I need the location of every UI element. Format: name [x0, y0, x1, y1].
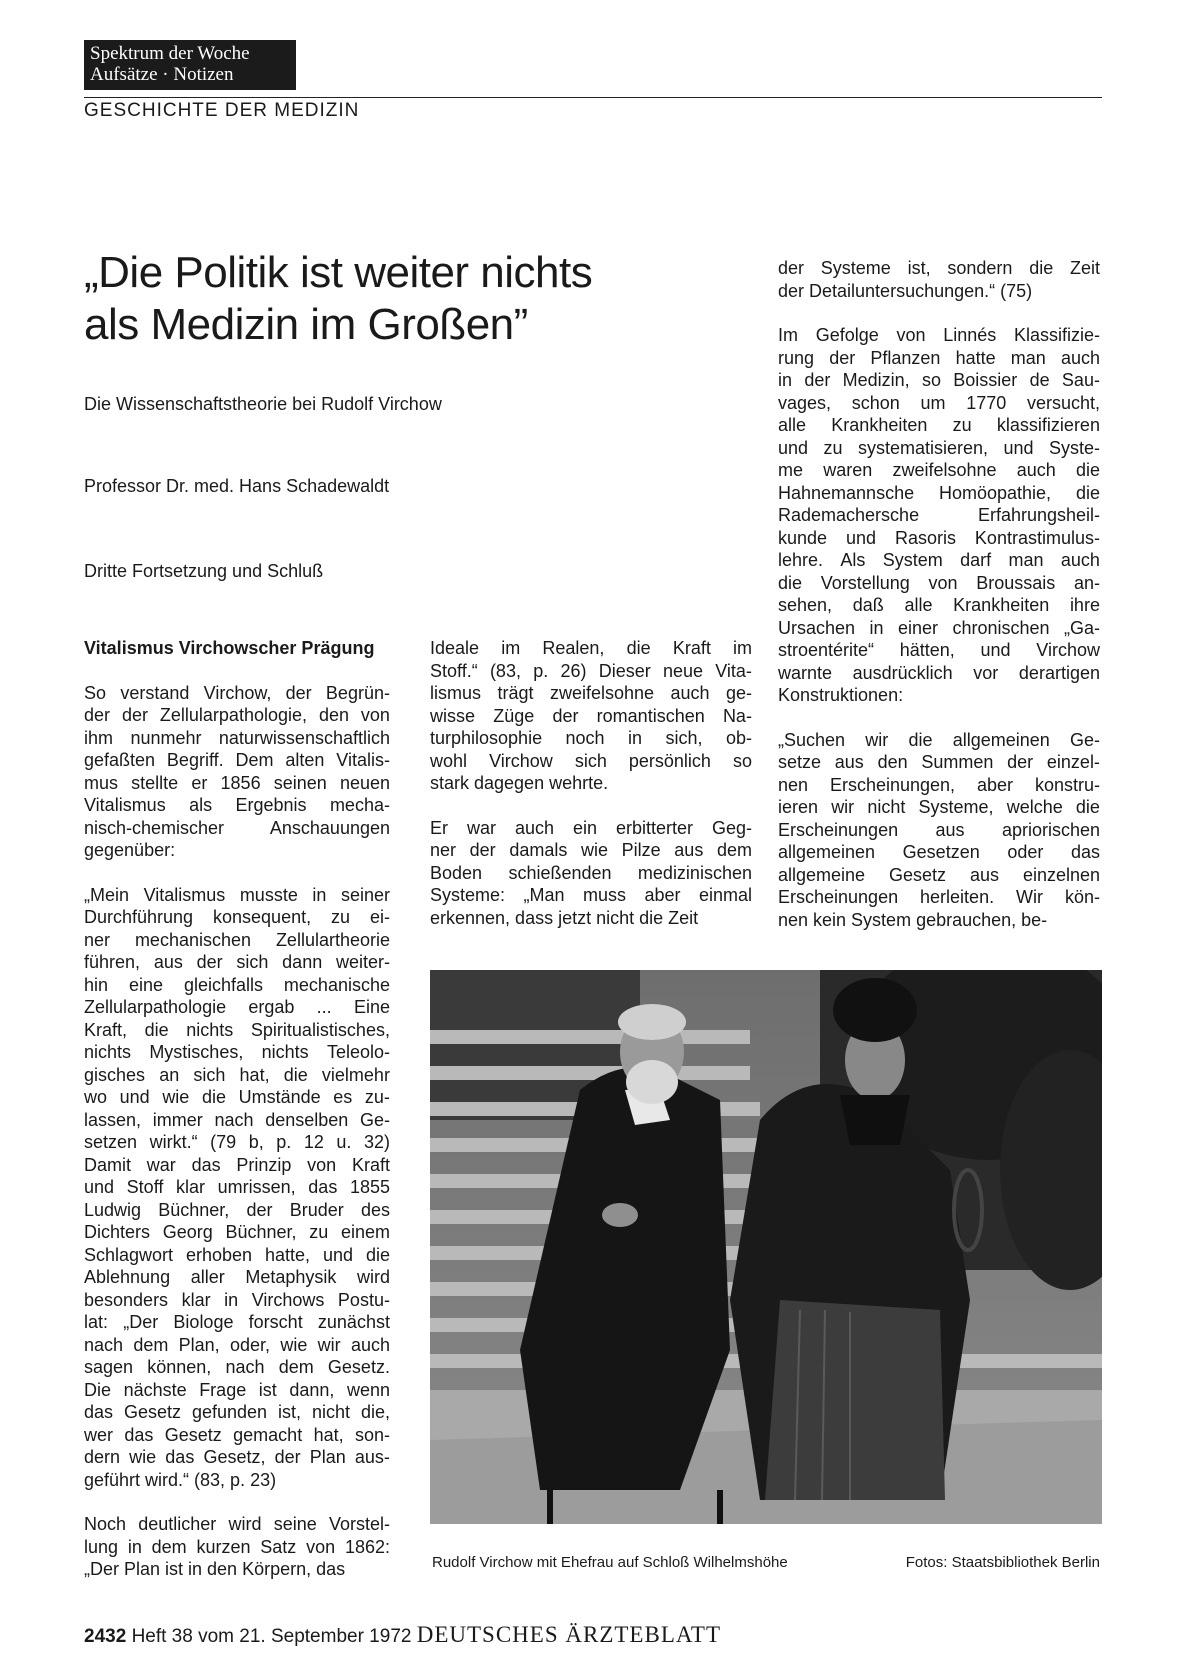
- text-line: in der Medizin, so Boissier de Sau-: [778, 370, 1100, 390]
- text-line: setze aus den Summen der einzel-: [778, 752, 1100, 772]
- text-line: Er war auch ein erbitterter Geg-: [430, 817, 752, 838]
- photo-image: [430, 970, 1102, 1524]
- paragraph: [84, 1513, 390, 1581]
- photo-credit: Fotos: Staatsbibliothek Berlin: [905, 1554, 1100, 1571]
- text-line: Die nächste Frage ist dann, wenn: [84, 1379, 390, 1400]
- portrait-photo: [430, 970, 1102, 1524]
- text-line: das Gesetz gefunden ist, nicht die,: [84, 1402, 390, 1422]
- text-line: nichts Mystisches, nichts Teleolo-: [84, 1042, 390, 1062]
- text-line: hin eine gleichfalls mechanische: [84, 974, 390, 995]
- text-line: gegenüber:: [84, 840, 176, 860]
- text-line: lismus trägt zweifelsohne auch ge-: [430, 683, 752, 703]
- text-line: Konstruktionen:: [778, 685, 904, 705]
- text-line: „Mein Vitalismus musste in seiner: [84, 884, 390, 905]
- text-line: gisches an sich hat, die vielmehr: [84, 1064, 390, 1085]
- article-title: [84, 247, 734, 351]
- section-badge: [84, 40, 296, 90]
- text-line: geführt wird.“ (83, p. 23): [84, 1469, 277, 1490]
- text-line: besonders klar in Virchows Postu-: [84, 1289, 390, 1310]
- text-line: Vitalismus als Ergebnis mecha-: [84, 795, 390, 815]
- text-line: sagen können, nach dem Gesetz.: [84, 1357, 390, 1377]
- text-line: dern wie das Gesetz, der Plan aus-: [84, 1447, 390, 1467]
- text-line: und Stoff klar umrissen, das 1855: [84, 1177, 390, 1197]
- text-line: Ludwig Büchner, der Bruder des: [84, 1199, 390, 1220]
- paragraph: [430, 817, 752, 930]
- text-line: sehen, daß alle Krankheiten ihre: [778, 595, 1100, 615]
- paragraph: [430, 637, 752, 795]
- text-line: wisse Züge der romantischen Na-: [430, 705, 752, 726]
- paragraph: [778, 257, 1100, 302]
- text-line: lat: „Der Biologe forscht zunächst: [84, 1312, 390, 1332]
- text-line: Erscheinungen aus apriorischen: [778, 819, 1100, 840]
- text-line: So verstand Virchow, der Begrün-: [84, 682, 390, 703]
- text-line: nisch-chemischer Anschauungen: [84, 817, 390, 838]
- text-line: der Detailuntersuchungen.“ (75): [778, 280, 1033, 301]
- text-line: warnte ausdrücklich vor derartigen: [778, 662, 1100, 683]
- text-line: Stoff.“ (83, p. 26) Dieser neue Vita-: [430, 660, 752, 681]
- text-line: nen kein System gebrauchen, be-: [778, 909, 1048, 930]
- text-line: kunde und Rasoris Kontrastimulus-: [778, 527, 1100, 548]
- text-line: lehre. Als System darf man auch: [778, 550, 1100, 570]
- paragraph: [778, 324, 1100, 707]
- text-line: Dichters Georg Büchner, zu einem: [84, 1222, 390, 1242]
- text-line: Erscheinungen herleiten. Wir kön-: [778, 887, 1100, 907]
- text-line: lung in dem kurzen Satz von 1862:: [84, 1536, 390, 1557]
- text-line: turphilosophie noch in sich, ob-: [430, 728, 752, 748]
- text-line: vages, schon um 1770 versucht,: [778, 392, 1100, 413]
- text-line: stark dagegen wehrte.: [430, 773, 609, 793]
- text-line: rung der Pflanzen hatte man auch: [778, 347, 1100, 368]
- text-line: nen Erscheinungen, aber konstru-: [778, 774, 1100, 795]
- text-column-2: [430, 637, 752, 929]
- text-line: führen, aus der sich dann weiter-: [84, 952, 390, 972]
- text-line: ner mechanischen Zellulartheorie: [84, 929, 390, 950]
- paragraph: [778, 729, 1100, 932]
- text-line: lassen, immer nach denselben Ge-: [84, 1109, 390, 1130]
- text-line: Ursachen in einer chronischen „Ga-: [778, 617, 1100, 638]
- paragraph: [84, 884, 390, 1492]
- text-line: setzen wirkt.“ (79 b, p. 12 u. 32): [84, 1132, 390, 1152]
- article-subtitle: Die Wissenschaftstheorie bei Rudolf Virchow: [84, 394, 442, 414]
- article-author: Professor Dr. med. Hans Schadewaldt: [84, 476, 390, 496]
- text-line: allgemeine Gesetz aus einzelnen: [778, 864, 1100, 885]
- text-line: wo und wie die Umstände es zu-: [84, 1087, 390, 1107]
- text-line: Boden schießenden medizinischen: [430, 862, 752, 883]
- text-line: Rademachersche Erfahrungsheil-: [778, 505, 1100, 525]
- text-line: die Vorstellung von Broussais an-: [778, 572, 1100, 593]
- text-line: mus stellte er 1856 seinen neuen: [84, 772, 390, 793]
- title-line-1: „Die Politik ist weiter nichts: [84, 248, 593, 297]
- text-line: der Systeme ist, sondern die Zeit: [778, 258, 1100, 278]
- magazine-name: DEUTSCHES ÄRZTEBLATT: [416, 1622, 722, 1647]
- title-line-2: als Medizin im Großen”: [84, 300, 528, 349]
- continuation-note: Dritte Fortsetzung und Schluß: [84, 561, 324, 581]
- caption-text: Rudolf Virchow mit Ehefrau auf Schloß Wilhelmshöhe: [432, 1554, 788, 1571]
- badge-line-2: Aufsätze · Notizen: [90, 64, 234, 85]
- page-number: 2432: [84, 1626, 127, 1647]
- text-line: wohl Virchow sich persönlich so: [430, 750, 752, 771]
- text-line: gefaßten Begriff. Dem alten Vitalis-: [84, 750, 390, 770]
- text-line: der der Zellularpathologie, den von: [84, 705, 390, 725]
- text-column-3: [778, 257, 1100, 931]
- badge-line-1: Spektrum der Woche: [90, 43, 250, 64]
- text-line: Noch deutlicher wird seine Vorstel-: [84, 1514, 390, 1534]
- header-rule: [84, 97, 1102, 98]
- text-line: „Der Plan ist in den Körpern, das: [84, 1559, 346, 1579]
- text-line: Im Gefolge von Linnés Klassifizie-: [778, 325, 1100, 345]
- text-line: me waren zweifelsohne auch die: [778, 460, 1100, 480]
- text-line: erkennen, dass jetzt nicht die Zeit: [430, 907, 699, 928]
- text-line: Damit war das Prinzip von Kraft: [84, 1154, 390, 1175]
- text-line: alle Krankheiten zu klassifizieren: [778, 415, 1100, 435]
- text-line: Schlagwort erhoben hatte, und die: [84, 1244, 390, 1265]
- text-line: wer das Gesetz gemacht hat, son-: [84, 1424, 390, 1445]
- text-column-1: [84, 637, 390, 1581]
- text-line: allgemeinen Gesetzen oder das: [778, 842, 1100, 862]
- text-line: stroentérite“ hätten, und Virchow: [778, 640, 1100, 660]
- text-line: ihm nunmehr naturwissenschaftlich: [84, 727, 390, 748]
- text-line: Durchführung konsequent, zu ei-: [84, 907, 390, 927]
- text-line: nach dem Plan, oder, wie wir auch: [84, 1334, 390, 1355]
- photo-caption: [432, 1554, 1100, 1571]
- text-line: Hahnemannsche Homöopathie, die: [778, 482, 1100, 503]
- text-line: Systeme: „Man muss aber einmal: [430, 885, 752, 905]
- text-line: und zu systematisieren, und Syste-: [778, 437, 1100, 458]
- text-line: Kraft, die nichts Spiritualistisches,: [84, 1019, 390, 1040]
- section-label: GESCHICHTE DER MEDIZIN: [84, 100, 360, 121]
- issue-info: Heft 38 vom 21. September 1972: [131, 1626, 412, 1647]
- text-line: ner der damals wie Pilze aus dem: [430, 840, 752, 860]
- page-footer: [84, 1622, 721, 1648]
- paragraph: [84, 682, 390, 862]
- section-subhead: Vitalismus Virchowscher Prägung: [84, 638, 375, 658]
- text-line: „Suchen wir die allgemeinen Ge-: [778, 729, 1100, 750]
- text-line: ieren wir nicht Systeme, welche die: [778, 797, 1100, 817]
- text-line: Ideale im Realen, die Kraft im: [430, 638, 752, 658]
- text-line: Ablehnung aller Metaphysik wird: [84, 1267, 390, 1287]
- text-line: Zellularpathologie ergab ... Eine: [84, 997, 390, 1017]
